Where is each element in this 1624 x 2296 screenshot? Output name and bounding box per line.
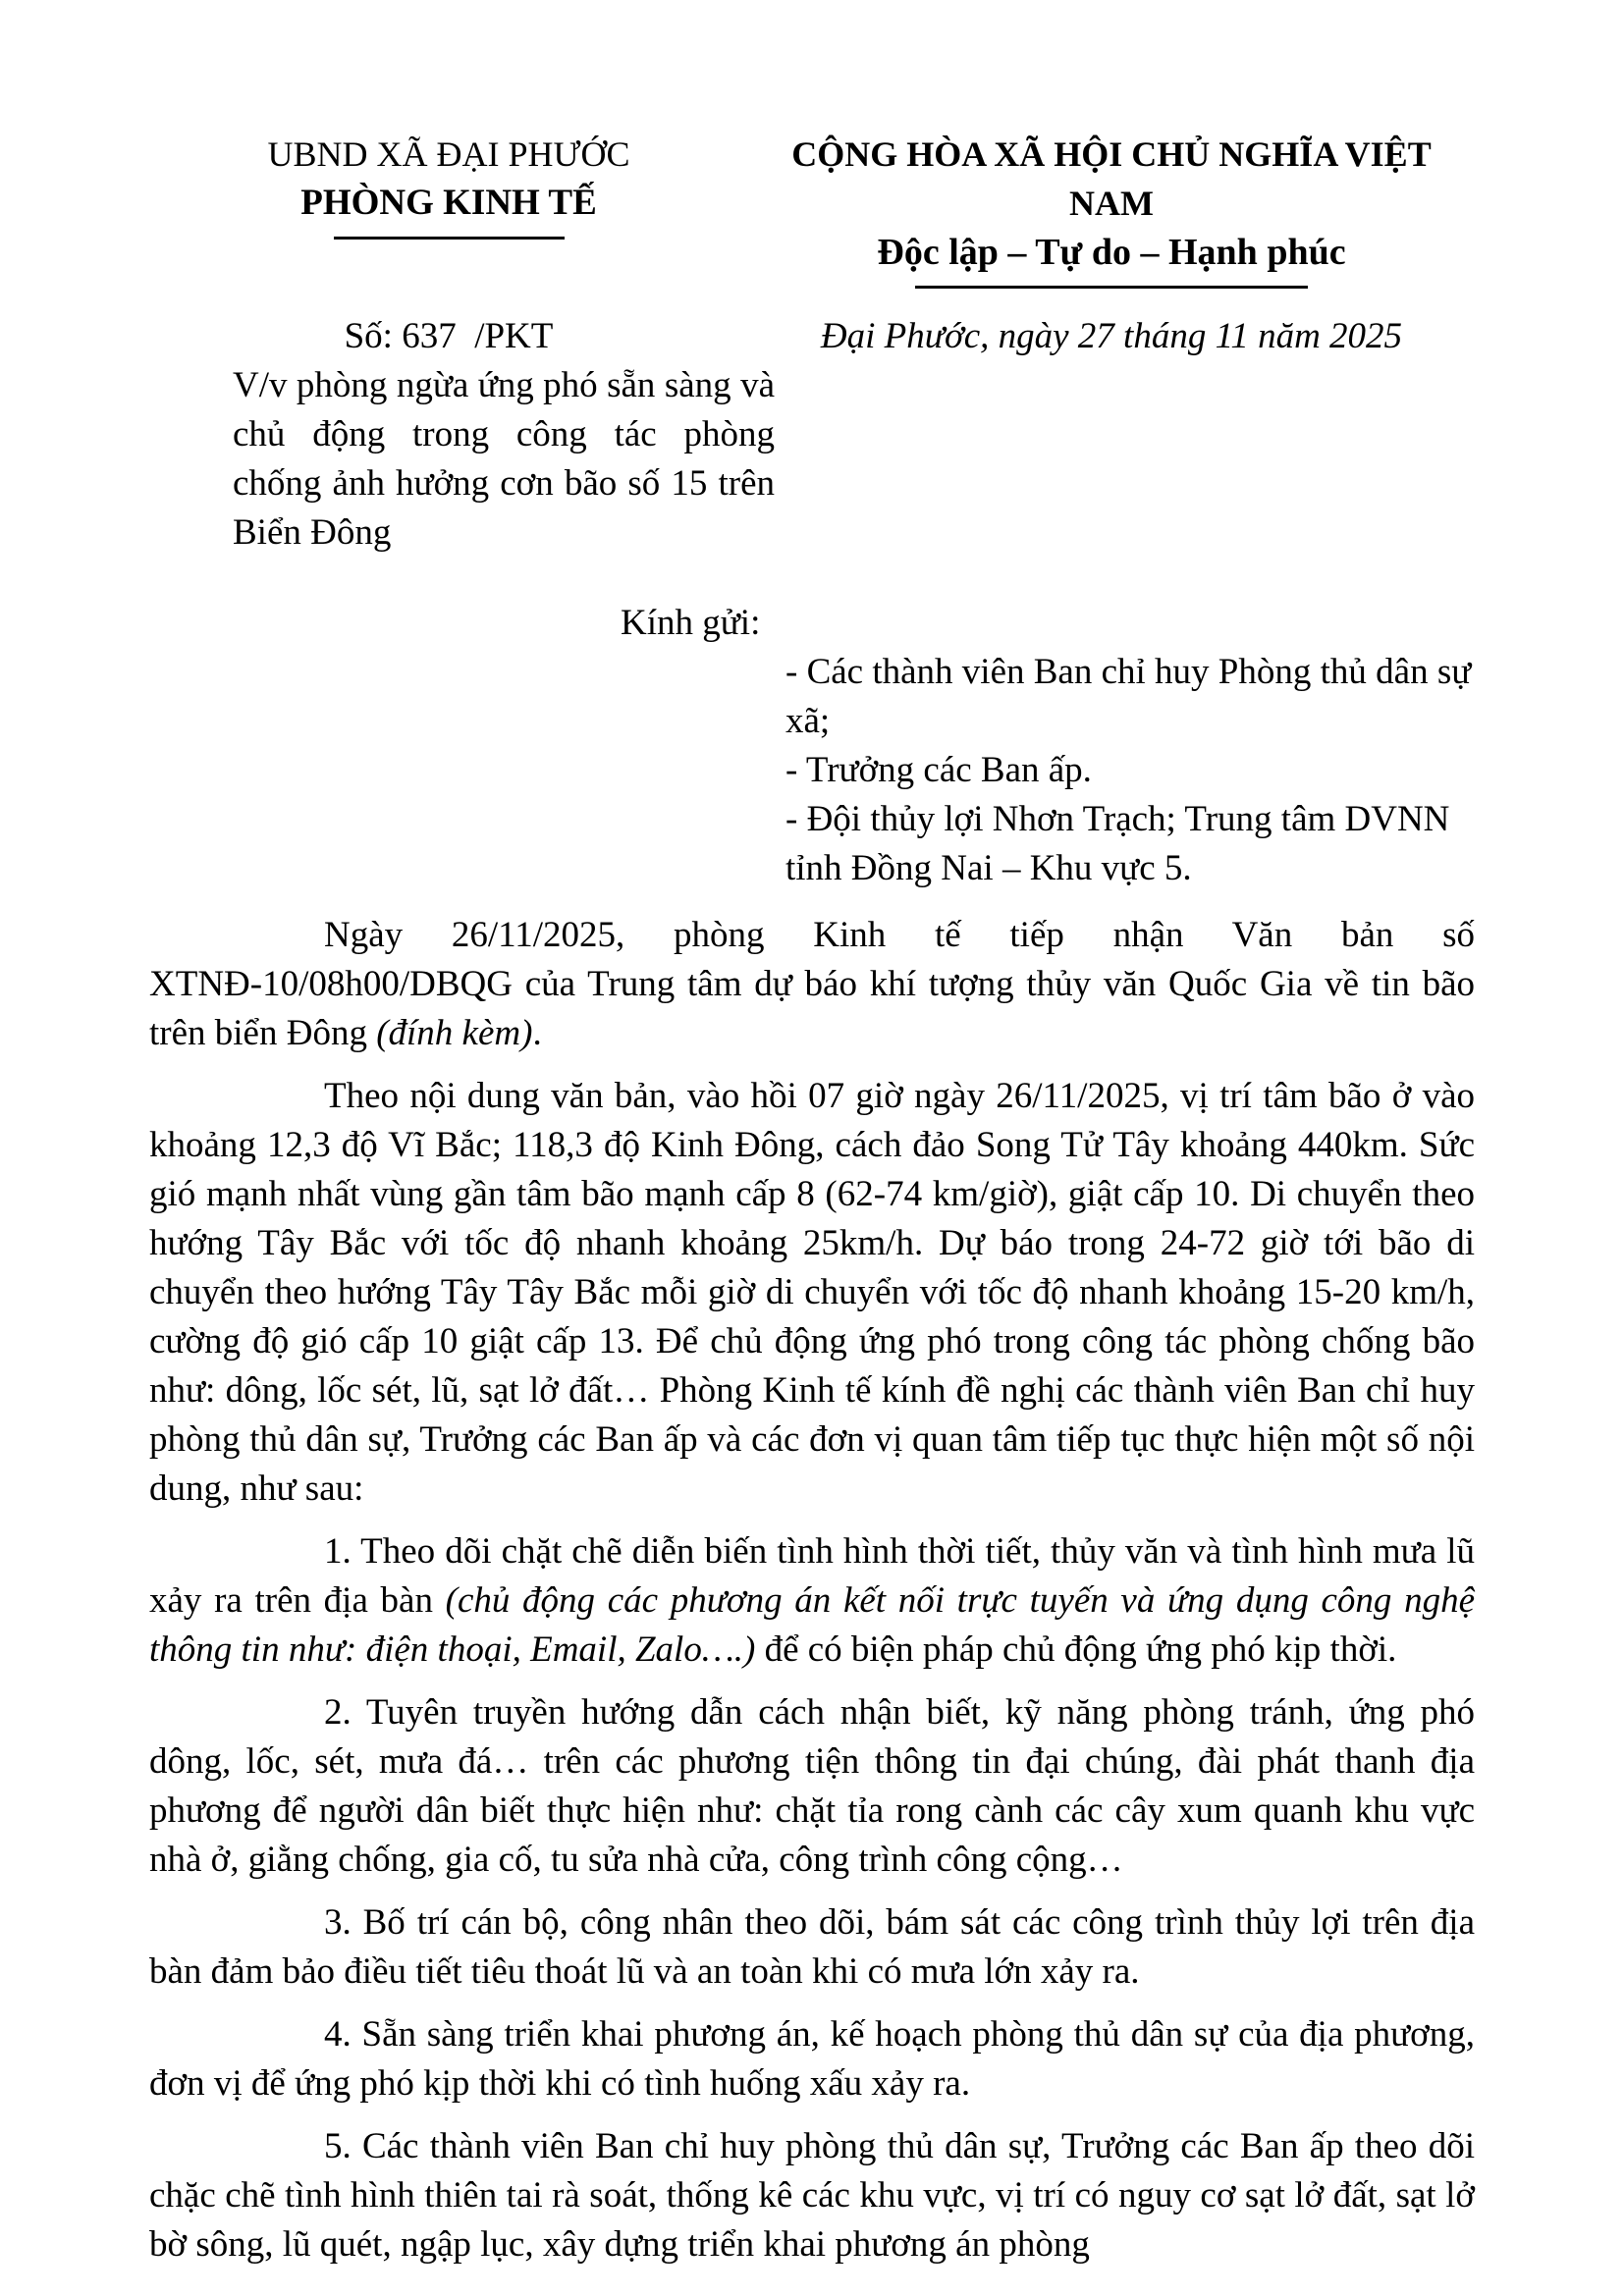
document-subject: V/v phòng ngừa ứng phó sẵn sàng và chủ động trong công tác phòng chống ảnh hưởng cơn bão số 15 trên Biển Đông [233, 365, 775, 553]
place-and-date: Đại Phước, ngày 27 tháng 11 năm 2025 [820, 316, 1403, 356]
recipient-item: - Các thành viên Ban chỉ huy Phòng thủ dân sự xã; [785, 652, 1472, 741]
issuing-agency-parent: UBND XÃ ĐẠI PHƯỚC [267, 134, 630, 174]
storm-information-paragraph: Theo nội dung văn bản, vào hồi 07 giờ ngày 26/11/2025, vị trí tâm bão ở vào khoảng 12,3 độ Vĩ Bắc; 118,3 độ Kinh Đông, cách đảo Song Tử Tây khoảng 440km. Sức gió mạnh nhất vùng gần tâm bão mạnh cấp 8 (62-74 km/giờ), giật cấp 10. Di chuyển theo hướng Tây Bắc với tốc độ nhanh khoảng 25km/h. Dự báo trong 24-72 giờ tới bão di chuyển theo hướng Tây Tây Bắc mỗi giờ di chuyển với tốc độ nhanh khoảng 15-20 km/h, cường độ gió cấp 10 giật cấp 13. Để chủ động ứng phó trong công tác phòng chống bão như: dông, lốc sét, lũ, sạt lở đất… Phòng Kinh tế kính đề nghị các thành viên Ban chỉ huy phòng thủ dân sự, Trưởng các Ban ấp và các đơn vị quan tâm tiếp tục thực hiện một số nội dung, như sau: [149, 1076, 1475, 1509]
directive-item-1 [149, 1527, 1475, 1675]
national-header-block [748, 130, 1475, 289]
document-header [149, 130, 1475, 289]
directive-item-5: 5. Các thành viên Ban chỉ huy phòng thủ dân sự, Trưởng các Ban ấp theo dõi chặc chẽ tình hình thiên tai rà soát, thống kê các khu vực, vị trí có nguy cơ sạt lở đất, sạt lở bờ sông, lũ quét, ngập lục, xây dựng triển khai phương án phòng [149, 2126, 1475, 2265]
document-number: Số: 637 /PKT [344, 316, 554, 356]
intro-paragraph-text: Ngày 26/11/2025, phòng Kinh tế tiếp nhận Văn bản số XTNĐ-10/08h00/DBQG của Trung tâm dự báo khí tượng thủy văn Quốc Gia về tin bão trên biển Đông [149, 915, 1475, 1053]
national-title: CỘNG HÒA XÃ HỘI CHỦ NGHĨA VIỆT NAM [791, 134, 1432, 223]
attachment-note: (đính kèm) [376, 1013, 533, 1053]
directive-item-1-tail: để có biện pháp chủ động ứng phó kịp thời. [755, 1629, 1397, 1670]
salutation-label: Kính gửi: [621, 603, 761, 643]
issuer-underline-divider [334, 237, 565, 240]
intro-paragraph-period: . [532, 1013, 542, 1053]
directive-item-4: 4. Sẵn sàng triển khai phương án, kế hoạch phòng thủ dân sự của địa phương, đơn vị để ứng phó kịp thời khi có tình huống xấu xảy ra. [149, 2014, 1475, 2104]
issuing-agency-block [149, 130, 748, 240]
recipient-item: - Đội thủy lợi Nhơn Trạch; Trung tâm DVNN tỉnh Đồng Nai – Khu vực 5. [785, 799, 1450, 888]
recipient-item: - Trưởng các Ban ấp. [785, 750, 1092, 790]
directive-item-3: 3. Bố trí cán bộ, công nhân theo dõi, bám sát các công trình thủy lợi trên địa bàn đảm bảo điều tiết tiêu thoát lũ và an toàn khi có mưa lớn xảy ra. [149, 1902, 1475, 1992]
directive-item-1-note: (chủ động các phương án kết nối trực tuyến và ứng dụng công nghệ thông tin như: điện thoại, Email, Zalo….) [149, 1580, 1475, 1670]
motto-underline-divider [915, 286, 1308, 289]
directive-item-2: 2. Tuyên truyền hướng dẫn cách nhận biết, kỹ năng phòng tránh, ứng phó dông, lốc, sét, mưa đá… trên các phương tiện thông tin đại chúng, đài phát thanh địa phương để người dân biết thực hiện như: chặt tỉa rong cành các cây xum quanh khu vực nhà ở, giằng chống, gia cố, tu sửa nhà cửa, công trình công cộng… [149, 1692, 1475, 1880]
document-meta-row [149, 312, 1475, 361]
recipient-list [785, 648, 1475, 893]
intro-paragraph-received-document [149, 911, 1475, 1058]
directive-item-1-text: 1. Theo dõi chặt chẽ diễn biến tình hình thời tiết, thủy văn và tình hình mưa lũ xảy ra trên địa bàn [149, 1531, 1475, 1621]
issuing-agency-name: PHÒNG KINH TẾ [300, 183, 597, 223]
national-motto: Độc lập – Tự do – Hạnh phúc [877, 232, 1346, 273]
